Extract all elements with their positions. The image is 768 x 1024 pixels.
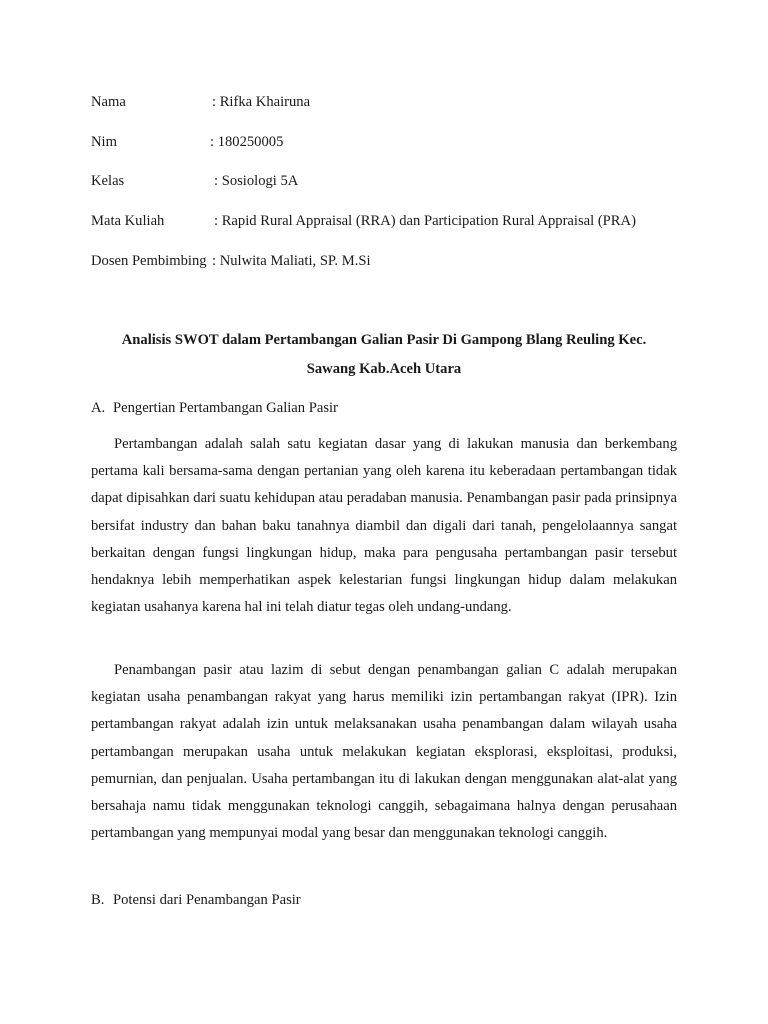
dosen-label: Dosen Pembimbing (91, 253, 207, 269)
nim-label: Nim (91, 134, 117, 150)
document-title (91, 326, 677, 384)
section-a-paragraph-1: Pertambangan adalah salah satu kegiatan dasar yang di lakukan manusia dan berkembang pertama kali bersama-sama dengan pertanian yang oleh karena itu keberadaan pertambangan tidak dapat dipisahkan dari suatu kehidupan atau peradaban manusia. Penambangan pasir pada prinsipnya bersifat industry dan bahan baku tanahnya diambil dan digali dari tanah, pengelolaannya sangat berkaitan dengan fungsi lingkungan hidup, maka para pengusaha pertambangan pasir tersebut hendaknya lebih memperhatikan aspek kelestarian fungsi lingkungan hidup dalam melakukan kegiatan usahanya karena hal ini telah diatur tegas oleh undang-undang. (91, 436, 677, 616)
nama-value: : Rifka Khairuna (212, 94, 311, 110)
kelas-value: : Sosiologi 5A (214, 173, 299, 189)
title-line-1: Analisis SWOT dalam Pertambangan Galian Pasir Di Gampong Blang Reuling Kec. (121, 332, 647, 348)
kelas-label: Kelas (91, 173, 125, 189)
mata-kuliah-label: Mata Kuliah (91, 213, 165, 229)
dosen-value: : Nulwita Maliati, SP. M.Si (212, 253, 371, 269)
mata-kuliah-value: : Rapid Rural Appraisal (RRA) dan Participation Rural Appraisal (PRA) (214, 213, 636, 229)
nim-value: : 180250005 (210, 134, 284, 150)
section-b-title: Potensi dari Penambangan Pasir (113, 892, 301, 908)
section-a-letter: A. (91, 400, 106, 416)
title-line-2: Sawang Kab.Aceh Utara (306, 361, 462, 377)
section-a-paragraph-2: Penambangan pasir atau lazim di sebut dengan penambangan galian C adalah merupakan kegiatan usaha penambangan rakyat yang harus memiliki izin pertambangan rakyat (IPR). Izin pertambangan rakyat adalah izin untuk melaksanakan usaha penambangan dalam wilayah usaha pertambangan merupakan usaha untuk melakukan kegiatan eksplorasi, eksploitasi, produksi, pemurnian, dan penjualan. Usaha pertambangan itu di lakukan dengan menggunakan alat-alat yang bersahaja namu tidak menggunakan teknologi canggih, sebagaimana halnya dengan perusahaan pertambangan yang mempunyai modal yang besar dan menggunakan teknologi canggih. (91, 662, 677, 842)
section-a-title: Pengertian Pertambangan Galian Pasir (113, 400, 338, 416)
nama-label: Nama (91, 94, 126, 110)
section-b-heading (91, 890, 301, 910)
section-a-heading (91, 398, 338, 418)
section-b-letter: B. (91, 892, 105, 908)
